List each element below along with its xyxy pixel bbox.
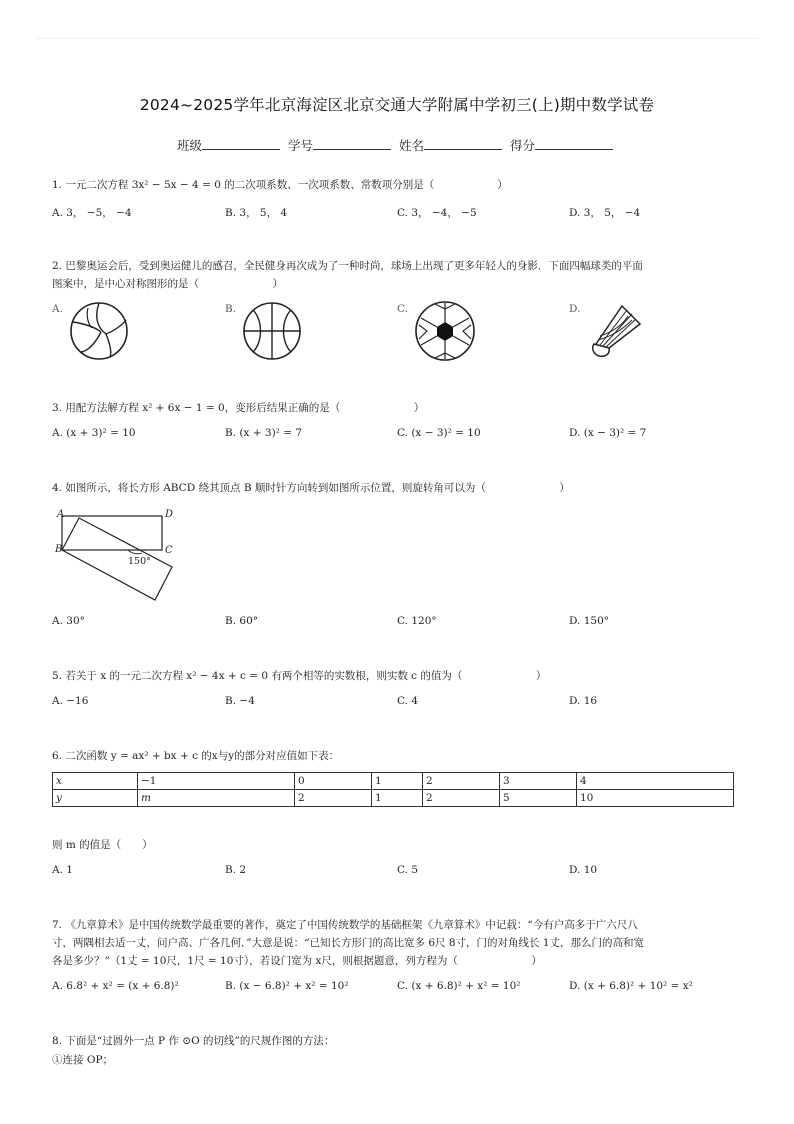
shuttlecock-icon [582,300,648,362]
q4-option-a[interactable]: A. 30° [52,615,85,627]
q4-text: 4. 如图所示，将长方形 ABCD 绕其顶点 B 顺时针方向转到如图所示位置，则旋转角可以为（ ） [52,482,570,494]
q5-option-c[interactable]: C. 4 [397,695,419,707]
q3-option-c[interactable]: C. (x − 3)² = 10 [397,427,481,439]
q7-option-b[interactable]: B. (x − 6.8)² + x² = 10² [225,980,349,992]
q8-step1: ①连接 OP； [52,1054,114,1066]
info-line [0,136,794,154]
id-label: 学号 [287,138,313,153]
q5-option-b[interactable]: B. −4 [225,695,255,707]
q4-options [52,615,742,631]
q6-table [52,772,734,807]
class-label: 班级 [176,138,202,153]
name-blank[interactable] [424,137,502,150]
q2-label-a[interactable]: A. [52,303,63,315]
q7-option-a[interactable]: A. 6.8² + x² = (x + 6.8)² [52,980,179,992]
q1-option-d[interactable]: D. 3， 5， −4 [569,207,641,219]
q8-text: 8. 下面是“过圆外一点 P 作 ⊙O 的切线”的尺规作图的方法： [52,1035,335,1047]
q1-text: 1. 一元二次方程 3x² − 5x − 4 = 0 的二次项系数、一次项系数、常数项分别是（ ） [52,179,508,191]
q3-option-d[interactable]: D. (x − 3)² = 7 [569,427,647,439]
q4-figure [52,506,182,608]
q7-option-d[interactable]: D. (x + 6.8)² + 10² = x² [569,980,693,992]
table-row-y [53,790,734,807]
table-cell: 4 [577,773,734,790]
q3-text: 3. 用配方法解方程 x² + 6x − 1 = 0，变形后结果正确的是（ ） [52,402,425,414]
q1-option-b[interactable]: B. 3， 5， 4 [225,207,288,219]
table-cell: 3 [500,773,577,790]
q2-text-2: 图案中，是中心对称图形的是（ ） [52,278,283,290]
basketball-icon [241,300,303,362]
table-cell: 2 [295,790,372,807]
q6-text: 6. 二次函数 y = ax² + bx + c 的x与y的部分对应值如下表： [52,750,340,762]
q5-options [52,695,742,711]
class-blank[interactable] [202,137,280,150]
q1-options [52,205,742,221]
soccer-ball-icon [413,299,477,363]
q4-option-b[interactable]: B. 60° [225,615,259,627]
q4-label-a: A [57,509,65,520]
q6-option-a[interactable]: A. 1 [52,864,73,876]
q4-option-d[interactable]: D. 150° [569,615,610,627]
q5-text: 5. 若关于 x 的一元二次方程 x² − 4x + c = 0 有两个相等的实数根，则实数 c 的值为（ ） [52,670,547,682]
table-cell: 5 [500,790,577,807]
q7-line1: 7. 《九章算术》是中国传统数学最重要的著作，奠定了中国传统数学的基础框架《九章算术》中记载：“今有户高多于广六尺八 [52,919,638,931]
table-cell: 2 [423,773,500,790]
score-label: 得分 [509,138,535,153]
q1-option-a[interactable]: A. 3， −5， −4 [52,207,132,219]
table-cell: −1 [138,773,295,790]
q3-option-b[interactable]: B. (x + 3)² = 7 [225,427,303,439]
q7-line3: 各是多少？”（1丈 = 10尺，1尺 = 10寸），若设门宽为 x尺，则根据题意，列方程为（ ） [52,955,542,967]
q2-text: 2. 巴黎奥运会后，受到奥运健儿的感召，全民健身再次成为了一种时尚，球场上出现了更多年轻人的身影．下面四幅球类的平面 [52,260,643,272]
q4-angle-label: 150° [128,556,151,567]
table-cell: y [53,790,138,807]
volleyball-icon [68,300,130,362]
q2-label-b[interactable]: B. [225,303,237,315]
q5-option-d[interactable]: D. 16 [569,695,598,707]
page-title: 2024~2025学年北京海淀区北京交通大学附属中学初三(上)期中数学试卷 [139,96,655,114]
q1-option-c[interactable]: C. 3， −4， −5 [397,207,477,219]
q4-label-c: C [165,545,173,556]
q5-option-a[interactable]: A. −16 [52,695,89,707]
top-rule [36,38,758,39]
q4-label-b: B [55,544,63,555]
q3-options [52,427,742,443]
q3-option-a[interactable]: A. (x + 3)² = 10 [52,427,136,439]
table-cell: m [138,790,295,807]
score-blank[interactable] [535,137,613,150]
q2-label-c[interactable]: C. [397,303,408,315]
q7-option-c[interactable]: C. (x + 6.8)² + x² = 10² [397,980,521,992]
q6-ask: 则 m 的值是（ ） [52,839,153,851]
q2-label-d[interactable]: D. [569,303,581,315]
table-cell: 0 [295,773,372,790]
table-cell: 1 [372,790,423,807]
q4-label-d: D [165,509,174,520]
q4-option-c[interactable]: C. 120° [397,615,437,627]
table-cell: 2 [423,790,500,807]
q6-option-d[interactable]: D. 10 [569,864,598,876]
q6-option-b[interactable]: B. 2 [225,864,247,876]
table-row-x [53,773,734,790]
id-blank[interactable] [313,137,391,150]
q6-options [52,864,742,880]
q6-option-c[interactable]: C. 5 [397,864,419,876]
name-label: 姓名 [398,138,424,153]
q7-options [52,980,742,996]
table-cell: 1 [372,773,423,790]
table-cell: 10 [577,790,734,807]
table-cell: x [53,773,138,790]
q7-line2: 寸，两隅相去适一丈，问户高、广各几何．”大意是说：“已知长方形门的高比宽多 6尺 8寸，门的对角线长 1丈，那么门的高和宽 [52,937,645,949]
